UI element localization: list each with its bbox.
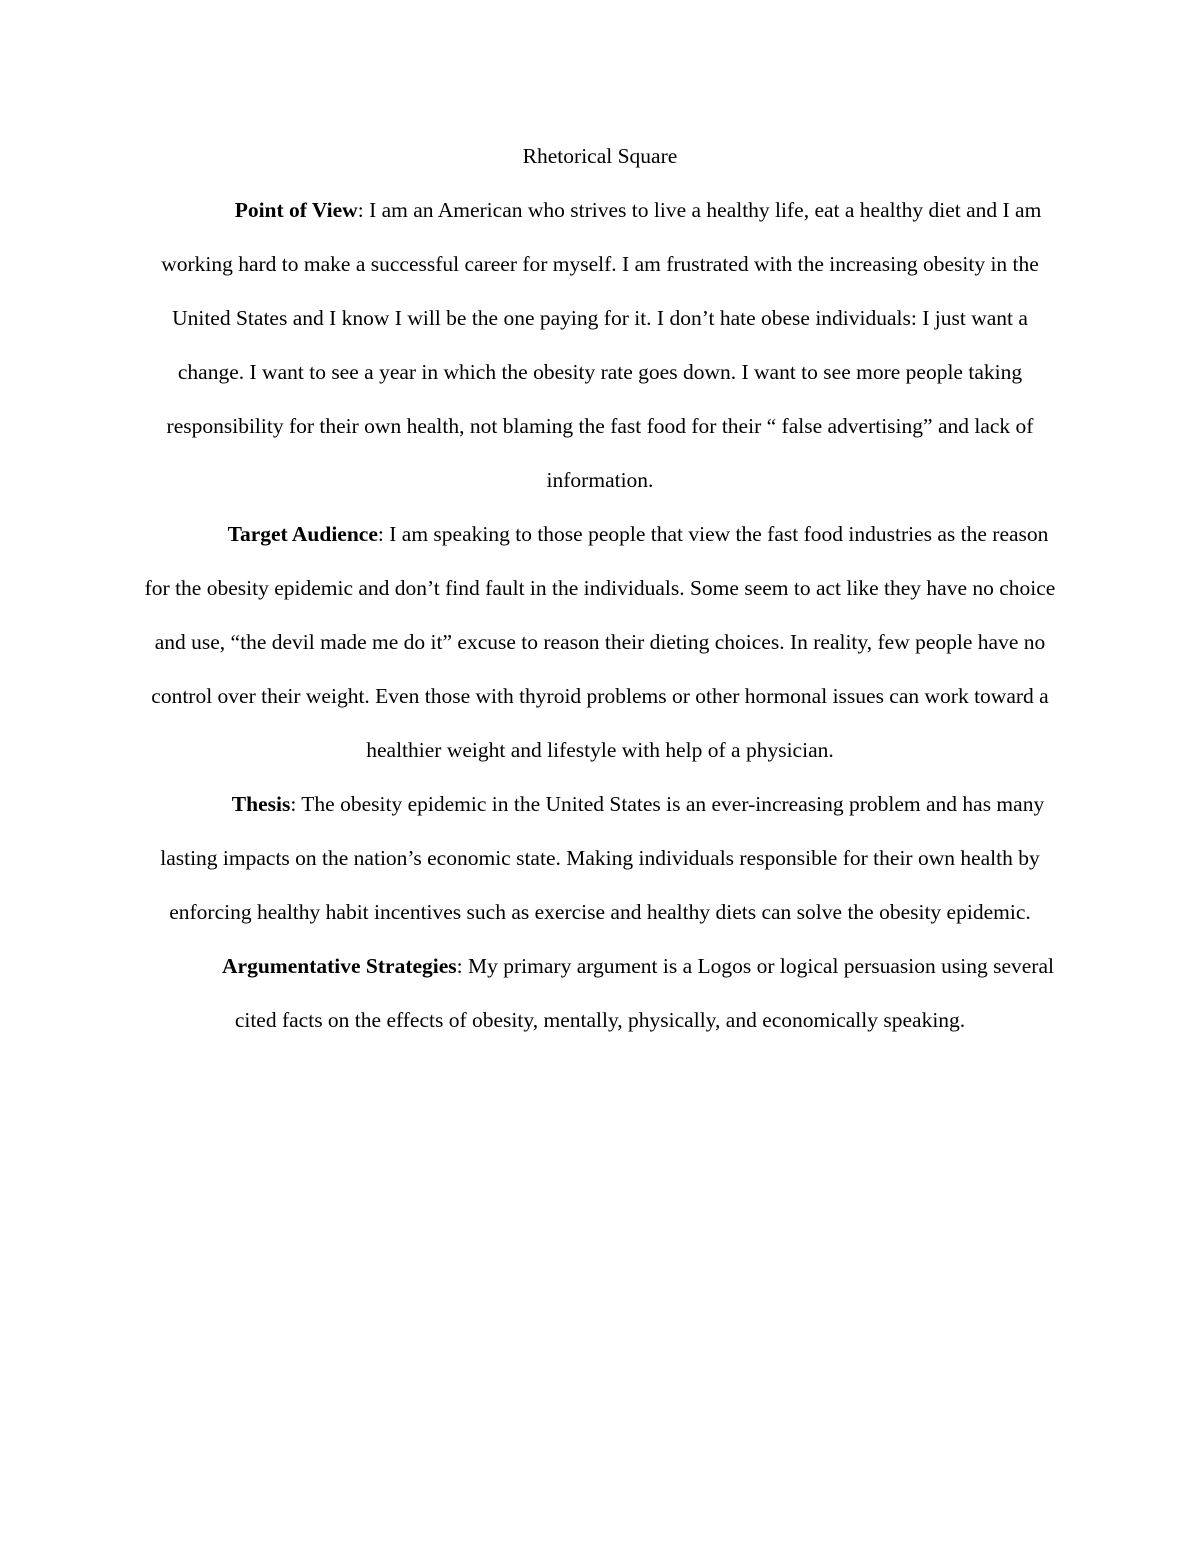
section-thesis (142, 777, 1058, 939)
section-target-audience (142, 507, 1058, 777)
document-title: Rhetorical Square (522, 144, 678, 168)
document-body (142, 129, 1058, 1047)
section-label: Argumentative Strategies (222, 954, 457, 978)
section-label: Point of View (234, 198, 358, 222)
section-label: Thesis (231, 792, 291, 816)
section-label: Target Audience (227, 522, 378, 546)
section-point-of-view (142, 183, 1058, 507)
section-argumentative-strategies (142, 939, 1058, 1047)
section-text: : The obesity epidemic in the United States is an ever-increasing problem and has many lasting impacts on the nation’s economic state. Making individuals responsible for their own health by enforcing healthy habit incentives such as exercise and healthy diets can solve the obesity epidemic. (160, 792, 1045, 924)
section-text: : I am an American who strives to live a healthy life, eat a healthy diet and I am working hard to make a successful career for myself. I am frustrated with the increasing obesity in the United States and I know I will be the one paying for it. I don’t hate obese individuals: I just want a change. I want to see a year in which the obesity rate goes down. I want to see more people taking responsibility for their own health, not blaming the fast food for their “ false advertising” and lack of information. (161, 198, 1042, 492)
section-text: : I am speaking to those people that view the fast food industries as the reason for the obesity epidemic and don’t find fault in the individuals. Some seem to act like they have no choice and use, “the devil made me do it” excuse to reason their dieting choices. In reality, few people have no control over their weight. Even those with thyroid problems or other hormonal issues can work toward a healthier weight and lifestyle with help of a physician. (144, 522, 1056, 762)
section-text: : My primary argument is a Logos or logical persuasion using several cited facts on the effects of obesity, mentally, physically, and economically speaking. (234, 954, 1054, 1032)
